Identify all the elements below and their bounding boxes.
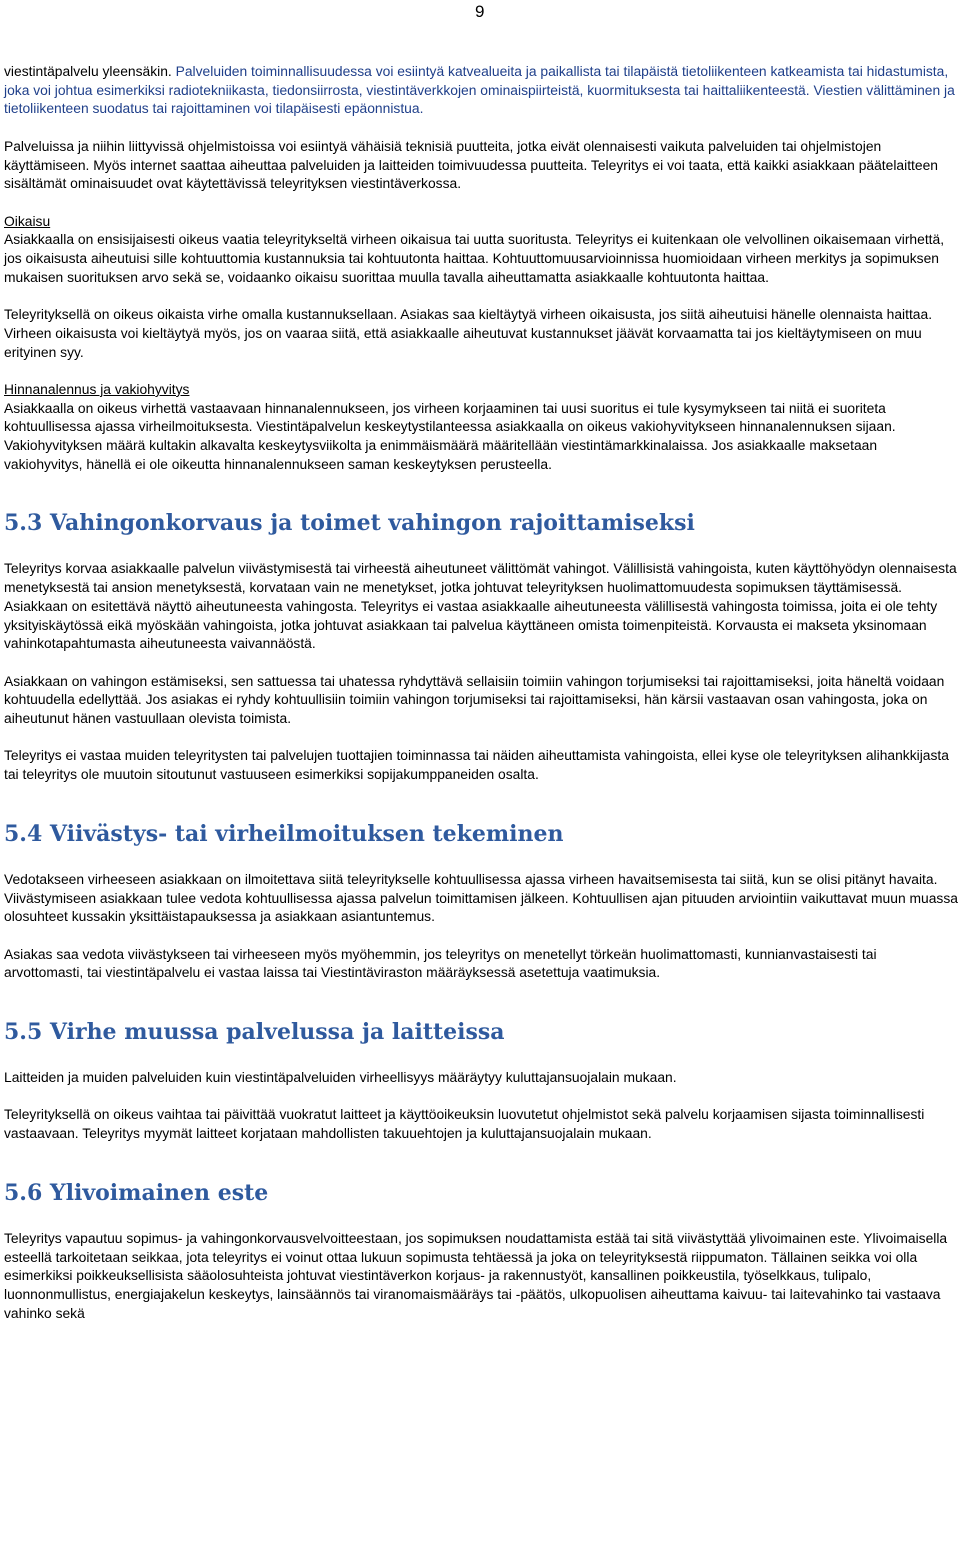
- paragraph-5-5-a: Laitteiden ja muiden palveluiden kuin viestintäpalveluiden virheellisyys määräytyy kuluttajansuojalain mukaan.: [4, 1069, 677, 1086]
- label-oikaisu: Oikaisu: [4, 212, 51, 229]
- heading-5-3: 5.3 Vahingonkorvaus ja toimet vahingon rajoittamiseksi: [4, 510, 695, 537]
- paragraph-5-4-b: Asiakas saa vedota viivästykseen tai virheeseen myös myöhemmin, jos teleyritys on menetellyt törkeän huolimattomasti, kunnianvastaisesti tai arvottomasti, tai viestintäpalvelu ei vastaa laissa tai Viestintäviraston määräyksessä asetettuja vaatimuksia.: [4, 945, 877, 981]
- paragraph-5-3-a: Teleyritys korvaa asiakkaalle palvelun viivästymisestä tai virheestä aiheutuneet välittömät vahingot. Välillisistä vahingoista, kuten käyttöhyödyn olennaisesta menetyksestä tai ansion menetyksestä, korvataan vain ne menetykset, jotka johtuvat teleyrityksen huolimattomuudesta sopimuksen täyttämisessä. Asiakkaan on esitettävä näyttö aiheutuneesta vahingosta. Teleyritys ei vastaa asiakkaalle aiheutuneesta välillisestä vahingosta toimissa, joita ei ole tehty yksityiskäytössä eikä myöskään vahingoista, jotka johtuvat asiakkaan tai palvelua käyttäneen omista toimenpiteistä. Korvausta ei makseta yksinomaan vahinkotapahtumasta aiheutuneesta vaivannäöstä.: [4, 560, 957, 652]
- paragraph-palveluissa: Palveluissa ja niihin liittyvissä ohjelmistoissa voi esiintyä vähäisiä teknisiä puutteita, jotka eivät olennaisesti vaikuta palveluiden tai ohjelmistojen käyttämiseen. Myös internet saattaa aiheuttaa palveluiden ja laitteiden toimivuudessa puutteita. Teleyritys ei voi taata, että kaikki asiakkaan päätelaitteen sisältämät ominaisuudet ovat käytettävissä teleyrityksen viestintäverkossa.: [4, 137, 938, 192]
- paragraph-hinnanalennus: Asiakkaalla on oikeus virhettä vastaavaan hinnanalennukseen, jos virheen korjaaminen tai uusi suoritus ei tule kysymykseen tai niitä ei suoriteta kohtuullisessa ajassa virheilmoituksesta. Viestintäpalvelun keskeytystilanteessa asiakkaalla on oikeus vakiohyvitykseen hinnanalennuksen sijaan. Vakiohyvityksen määrä kultakin alkavalta keskeytysviikolta ja enimmäismäärä määritellään viestintämarkkinalaissa. Jos asiakkaalle maksetaan vakiohyvitys, hänellä ei ole oikeutta hinnanalennukseen saman keskeytyksen perusteella.: [4, 399, 896, 472]
- paragraph-intro: viestintäpalvelu yleensäkin. Palveluiden toiminnallisuudessa voi esiintyä katvealueita ja paikallista tai tilapäistä tietoliikenteen katkeamista tai hidastumista, joka voi johtua esimerkiksi radiotekniikasta, tiedonsiirrosta, viestintäverkkojen ominaispiirteistä, kuormituksesta tai haittaliikenteestä. Viestien välittäminen ja tietoliikenteen suodatus tai rajoittaminen voi tilapäisesti epäonnistua.: [4, 63, 955, 117]
- label-hinnanalennus: Hinnanalennus ja vakiohyvitys: [4, 380, 190, 397]
- paragraph-5-3-b: Asiakkaan on vahingon estämiseksi, sen sattuessa tai uhatessa ryhdyttävä sellaisiin toimiin vahingon torjumiseksi tai rajoittamiseksi, joita häneltä voidaan kohtuudella edellyttää. Jos asiakas ei ryhdy kohtuullisiin toimiin vahingon torjumiseksi tai rajoittamiseksi, hän kärsii vastaavan osan vahingosta, joka on aiheutunut hänen vastuullaan olevista toimista.: [4, 672, 945, 727]
- paragraph-5-3-c: Teleyritys ei vastaa muiden teleyritysten tai palvelujen tuottajien toiminnassa tai näiden aiheuttamista vahingoista, ellei kyse ole teleyrityksen alihankkijasta tai teleyritys ole muutoin sitoutunut vastuuseen esimerkiksi sopijakumppaneiden osalta.: [4, 747, 949, 783]
- page-number: 9: [475, 2, 485, 21]
- paragraph-5-4-a: Vedotakseen virheeseen asiakkaan on ilmoitettava siitä teleyritykselle kohtuullisessa ajassa virheen havaitsemisesta tai siitä, kun se olisi pitänyt havaita. Viivästymiseen asiakkaan tulee vedota kohtuullisessa ajassa palvelun toimittamisen jälkeen. Kohtuullisen ajan pituuden arviointiin vaikuttavat muun muassa olosuhteet kussakin yksittäistapauksessa ja asiakkaan asiantuntemus.: [4, 870, 958, 925]
- paragraph-5-6: Teleyritys vapautuu sopimus- ja vahingonkorvausvelvoitteestaan, jos sopimuksen noudattamista estää tai sitä viivästyttää ylivoimainen este. Ylivoimaisella esteellä tarkoitetaan seikkaa, jota teleyritys ei voinut ottaa lukuun sopimusta tehtäessä ja joka on teleyrityksestä riippumaton. Tällainen seikka voi olla esimerkiksi poikkeuksellisista sääolosuhteista johtuvat viestintäverkon korjaus- ja rakennustyöt, kansallinen poikkeustila, työselkkaus, tulipalo, luonnonmullistus, energiajakelun keskeytys, lainsäännös tai viranomaismääräys tai -päätös, ulkopuolisen aiheuttama kaivuu- tai laitevahinko tai vastaava vahinko sekä: [4, 1229, 948, 1321]
- heading-5-5: 5.5 Virhe muussa palvelussa ja laitteissa: [4, 1019, 505, 1046]
- heading-5-4: 5.4 Viivästys- tai virheilmoituksen tekeminen: [4, 820, 564, 847]
- paragraph-oikaisu: Asiakkaalla on ensisijaisesti oikeus vaatia teleyritykseltä virheen oikaisua tai uutta suoritusta. Teleyritys ei kuitenkaan ole velvollinen oikaisemaan virhettä, jos oikaisusta aiheutuisi sille kohtuuttomia kustannuksia tai kohtuutonta haittaa. Kohtuuttomuusarvioinnissa huomioidaan virheen merkitys ja sopimuksen mukaisen suorituksen arvo sekä se, voidaanko oikaisu suorittaa muulla tavalla aiheuttamatta asiakkaalle kohtuutonta haittaa.: [4, 231, 945, 285]
- document-body: [4, 62, 958, 1322]
- heading-5-6: 5.6 Ylivoimainen este: [4, 1179, 269, 1206]
- paragraph-teleyrityksella: Teleyrityksellä on oikeus oikaista virhe omalla kustannuksellaan. Asiakas saa kieltäytyä virheen oikaisusta, jos siitä aiheutuisi hänelle olennaista haittaa. Virheen oikaisusta voi kieltäytyä myös, jos on vaaraa siitä, että asiakkaalle aiheutuvat kustannukset jäävät korvaamatta tai jos kieltäytymiseen on muu erityinen syy.: [4, 306, 933, 360]
- paragraph-5-5-b: Teleyrityksellä on oikeus vaihtaa tai päivittää vuokratut laitteet ja käyttöoikeuksin luovutetut ohjelmistot sekä palvelu korjaamisen sijasta toiminnallisesti vastaavaan. Teleyritys myymät laitteet korjataan mahdollisten takuuehtojen ja kuluttajansuojalain mukaan.: [4, 1106, 925, 1142]
